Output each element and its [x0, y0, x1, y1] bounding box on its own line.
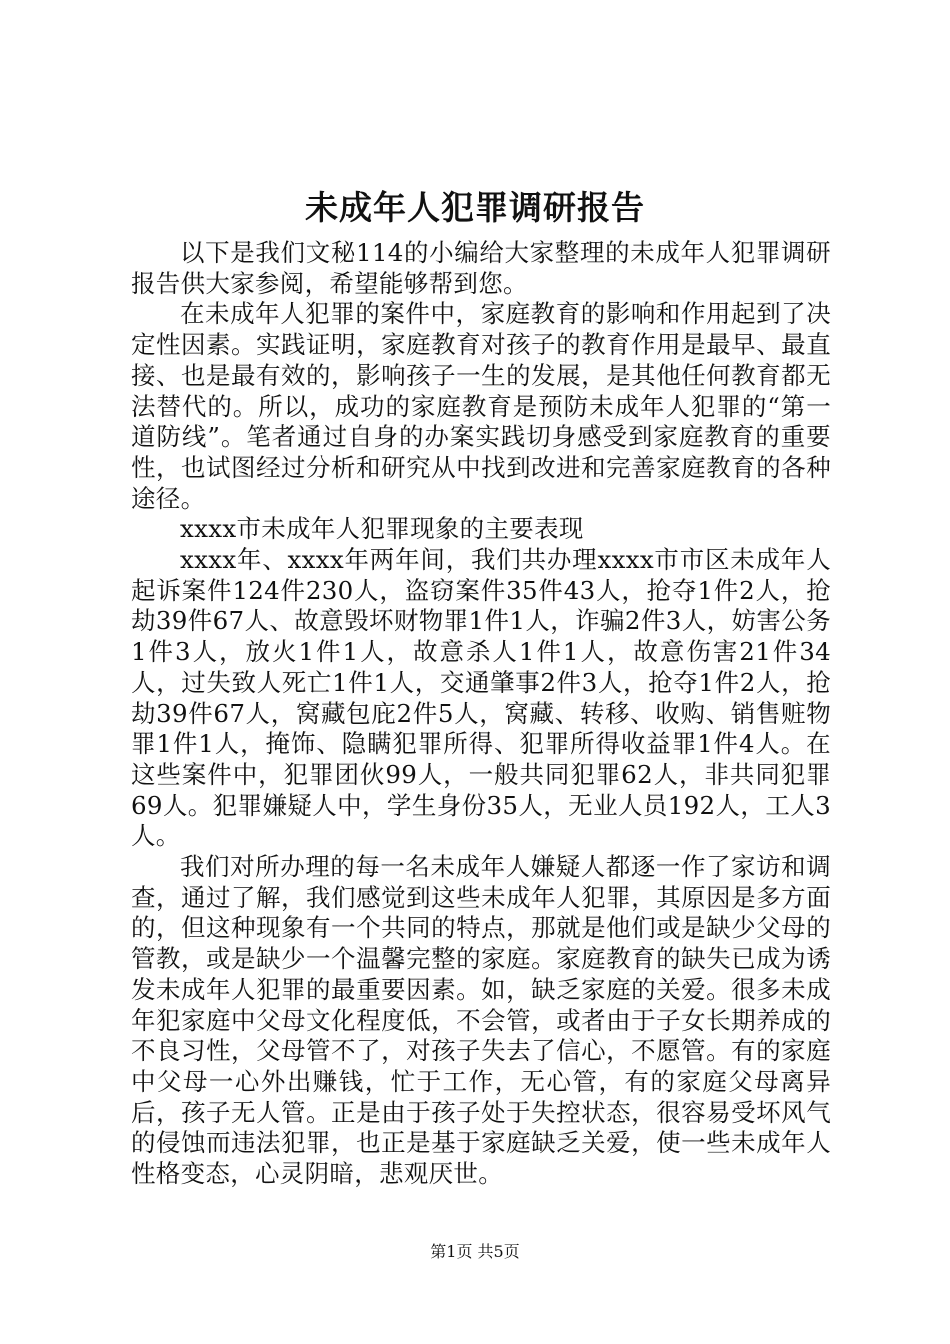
- investigation-paragraph: 我们对所办理的每一名未成年人嫌疑人都逐一作了家访和调查，通过了解，我们感觉到这些未成年人犯罪，其原因是多方面的，但这种现象有一个共同的特点，那就是他们或是缺少父母的管教，或是缺少一个温馨完整的家庭。家庭教育的缺失已成为诱发未成年人犯罪的最重要因素。如，缺乏家庭的关爱。很多未成年犯家庭中父母文化程度低，不会管，或者由于子女长期养成的不良习性，父母管不了，对孩子失去了信心，不愿管。有的家庭中父母一心外出赚钱，忙于工作，无心管，有的家庭父母离异后，孩子无人管。正是由于孩子处于失控状态，很容易受坏风气的侵蚀而违法犯罪，也正是基于家庭缺乏关爱，使一些未成年人性格变态，心灵阴暗，悲观厌世。: [131, 852, 831, 1189]
- section-heading: xxxx市未成年人犯罪现象的主要表现: [180, 514, 584, 544]
- document-title: 未成年人犯罪调研报告: [305, 188, 645, 227]
- page-footer: 第1页 共5页: [430, 1242, 520, 1261]
- intro-paragraph: 以下是我们文秘114的小编给大家整理的未成年人犯罪调研报告供大家参阅，希望能够帮到您。: [131, 238, 831, 298]
- family-education-paragraph: 在未成年人犯罪的案件中，家庭教育的影响和作用起到了决定性因素。实践证明，家庭教育对孩子的教育作用是最早、最直接、也是最有效的，影响孩子一生的发展，是其他任何教育都无法替代的。所以，成功的家庭教育是预防未成年人犯罪的“第一道防线”。笔者通过自身的办案实践切身感受到家庭教育的重要性，也试图经过分析和研究从中找到改进和完善家庭教育的各种途径。: [131, 299, 832, 513]
- case-statistics-paragraph: xxxx年、xxxx年两年间，我们共办理xxxx市市区未成年人起诉案件124件230人，盗窃案件35件43人，抢夺1件2人，抢劫39件67人、故意毁坏财物罪1件1人，诈骗2件3人，妨害公务1件3人，放火1件1人，故意杀人1件1人，故意伤害21件34人，过失致人死亡1件1人，交通肇事2件3人，抢夺1件2人，抢劫39件67人，窝藏包庇2件5人，窝藏、转移、收购、销售赃物罪1件1人，掩饰、隐瞒犯罪所得、犯罪所得收益罪1件4人。在这些案件中，犯罪团伙99人，一般共同犯罪62人，非共同犯罪69人。犯罪嫌疑人中，学生身份35人，无业人员192人，工人3人。: [131, 545, 831, 851]
- document-body: [131, 238, 831, 1190]
